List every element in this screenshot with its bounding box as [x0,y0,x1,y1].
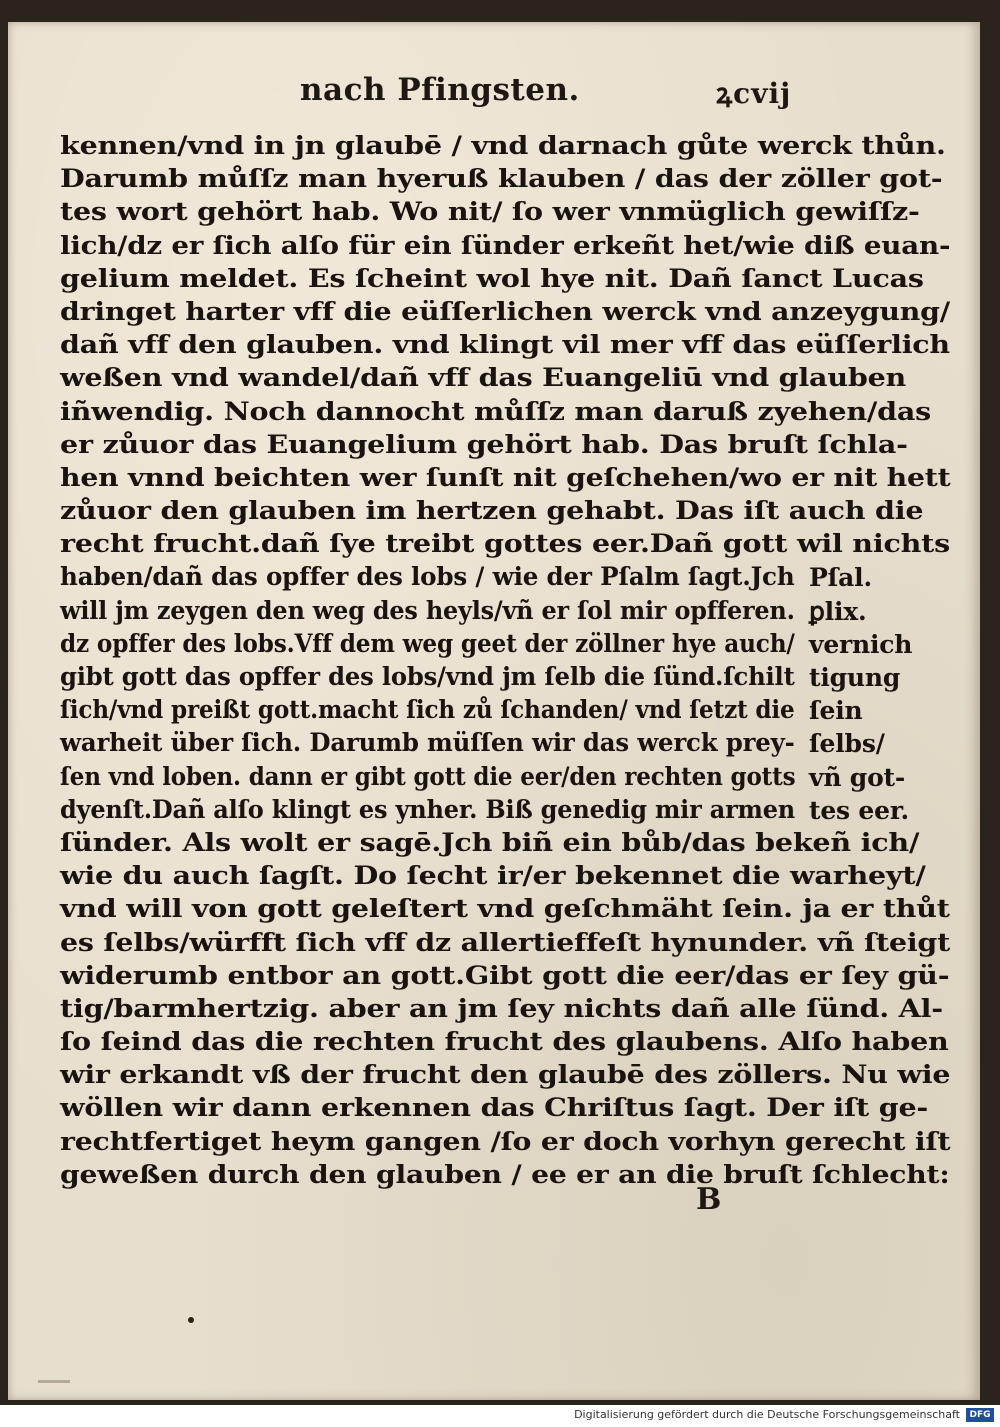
text-line [60,595,950,628]
line-text: dañ vff den glauben. vnd klingt vil mer vff das eüſſerlich [60,330,950,361]
line-text: wir erkandt vß der frucht den glaubē des zöllers. Nu wie [60,1060,951,1091]
text-line [60,761,950,794]
line-text: iñwendig. Noch dannocht můſſz man daruß zyehen/das [60,396,931,427]
line-text: wöllen wir dann erkennen das Chriſtus ſagt. Der iſt ge‑ [60,1093,929,1124]
line-text: vnd will von gott geleſtert vnd geſchmäht ſein. ja er thůt [60,894,950,925]
line-text: recht frucht.dañ ſye treibt gottes eer.Dañ gott wil nichts [60,529,950,560]
line-text: kennen/vnd in jn glaubē / vnd darnach gůte werck thůn. [60,131,946,161]
text-line [60,263,950,296]
line-text: zůuor den glauben im hertzen gehabt. Das iſt auch die [60,496,924,527]
text-line [60,462,950,495]
text-line [60,1092,950,1125]
marginal-note: ſein [809,696,863,726]
text-line [60,694,950,727]
text-line [60,727,950,760]
text-line [60,396,950,429]
text-line [60,827,950,860]
text-line [60,329,950,362]
text-line [60,860,950,893]
text-line [60,1059,950,1092]
line-text: ſo ſeind das die rechten frucht des glaubens. Alſo haben [60,1027,949,1058]
text-line [60,960,950,993]
text-line [60,628,950,661]
line-text: dyenſt.Dañ alſo klingt es ynher. Biß genedig mir armen [60,794,796,825]
line-text: wie du auch ſagſt. Do ſecht ir/er bekennet die warheyt/ [60,861,926,892]
text-line [60,1126,950,1159]
line-text: es ſelbs/würfft ſich vff dz allertieffeſt hynunder. vñ ſteigt [60,927,950,958]
ink-spot [188,1317,194,1323]
footer-credit: Digitalisierung gefördert durch die Deutsche Forschungsgemeinschaft [574,1408,960,1421]
marginal-note: Pſal. [809,563,872,593]
text-line [60,163,950,196]
text-line [60,794,950,827]
line-text: haben/dañ das opffer des lobs / wie der Pſalm ſagt.Jch [60,562,795,593]
line-text: ſich/vnd preißt gott.macht ſich zů ſchanden/ vnd ſetzt die [60,695,795,726]
folio-number: ꝝcvij [716,77,792,110]
text-line [60,495,950,528]
text-line [60,429,950,462]
line-text: tes wort gehört hab. Wo nit/ ſo wer vnmüglich gewiſſz‑ [60,197,920,228]
line-text: er zůuor das Euangelium gehört hab. Das bruſt ſchla‑ [60,429,908,460]
marginal-note: ſelbs/ [809,729,885,759]
line-text: geweßen durch den glauben / ee er an die bruſt ſchlecht: [60,1159,950,1190]
digitization-footer [0,1405,1000,1427]
text-line [60,130,950,163]
marginal-note: vñ got‑ [809,762,906,792]
line-text: widerumb entbor an gott.Gibt gott die eer/das er ſey gü‑ [60,960,950,991]
page-smudge [38,1380,70,1383]
line-text: tig/barmhertzig. aber an jm ſey nichts dañ alle ſünd. Al‑ [60,993,943,1024]
running-title: nach Pfingsten. [300,72,580,108]
line-text: warheit über ſich. Darumb müſſen wir das werck prey‑ [60,728,795,759]
line-text: dz opffer des lobs.Vff dem weg geet der zöllner hye auch/ [60,628,795,659]
marginal-note: tes eer. [809,795,910,825]
line-text: lich/dz er ſich alſo für ein ſünder erkeñt het/wie diß euan‑ [60,230,951,261]
text-line [60,230,950,263]
marginal-note: ꝑlix. [809,596,867,626]
text-line [60,296,950,329]
body-text [60,130,950,1192]
line-text: will jm zeygen den weg des heyls/vñ er ſol mir opfferen. [60,595,795,626]
line-text: dringet harter vff die eüſſerlichen werck vnd anzeygung/ [60,296,950,327]
marginal-note: tigung [809,663,901,692]
line-text: Darumb můſſz man hyeruß klauben / das der zöller got‑ [60,164,943,195]
line-text: gibt gott das opffer des lobs/vnd jm ſelb die ſünd.ſchilt [60,662,795,692]
signature-mark: B [696,1182,722,1217]
dfg-logo: DFG [966,1408,994,1422]
marginal-note: vernich [809,629,913,659]
text-line [60,661,950,694]
text-line [60,561,950,594]
text-line [60,1026,950,1059]
page-header [8,68,980,118]
line-text: ſünder. Als wolt er sagē.Jch biñ ein bůb/das bekeñ ich/ [60,827,920,858]
text-line [60,196,950,229]
line-text: rechtfertiget heym gangen /ſo er doch vorhyn gerecht iſt [60,1126,951,1157]
text-line [60,893,950,926]
text-line [60,927,950,960]
line-text: gelium meldet. Es ſcheint wol hye nit. Dañ ſanct Lucas [60,263,924,294]
text-line [60,993,950,1026]
text-line [60,362,950,395]
line-text: weßen vnd wandel/dañ vff das Euangeliū vnd glauben [60,363,907,394]
line-text: ſen vnd loben. dann er gibt gott die eer/den rechten gotts [60,761,796,792]
text-line [60,528,950,561]
text-line [60,1159,950,1192]
line-text: hen vnnd beichten wer ſunſt nit geſchehen/wo er nit hett [60,462,951,493]
book-page [8,22,980,1400]
